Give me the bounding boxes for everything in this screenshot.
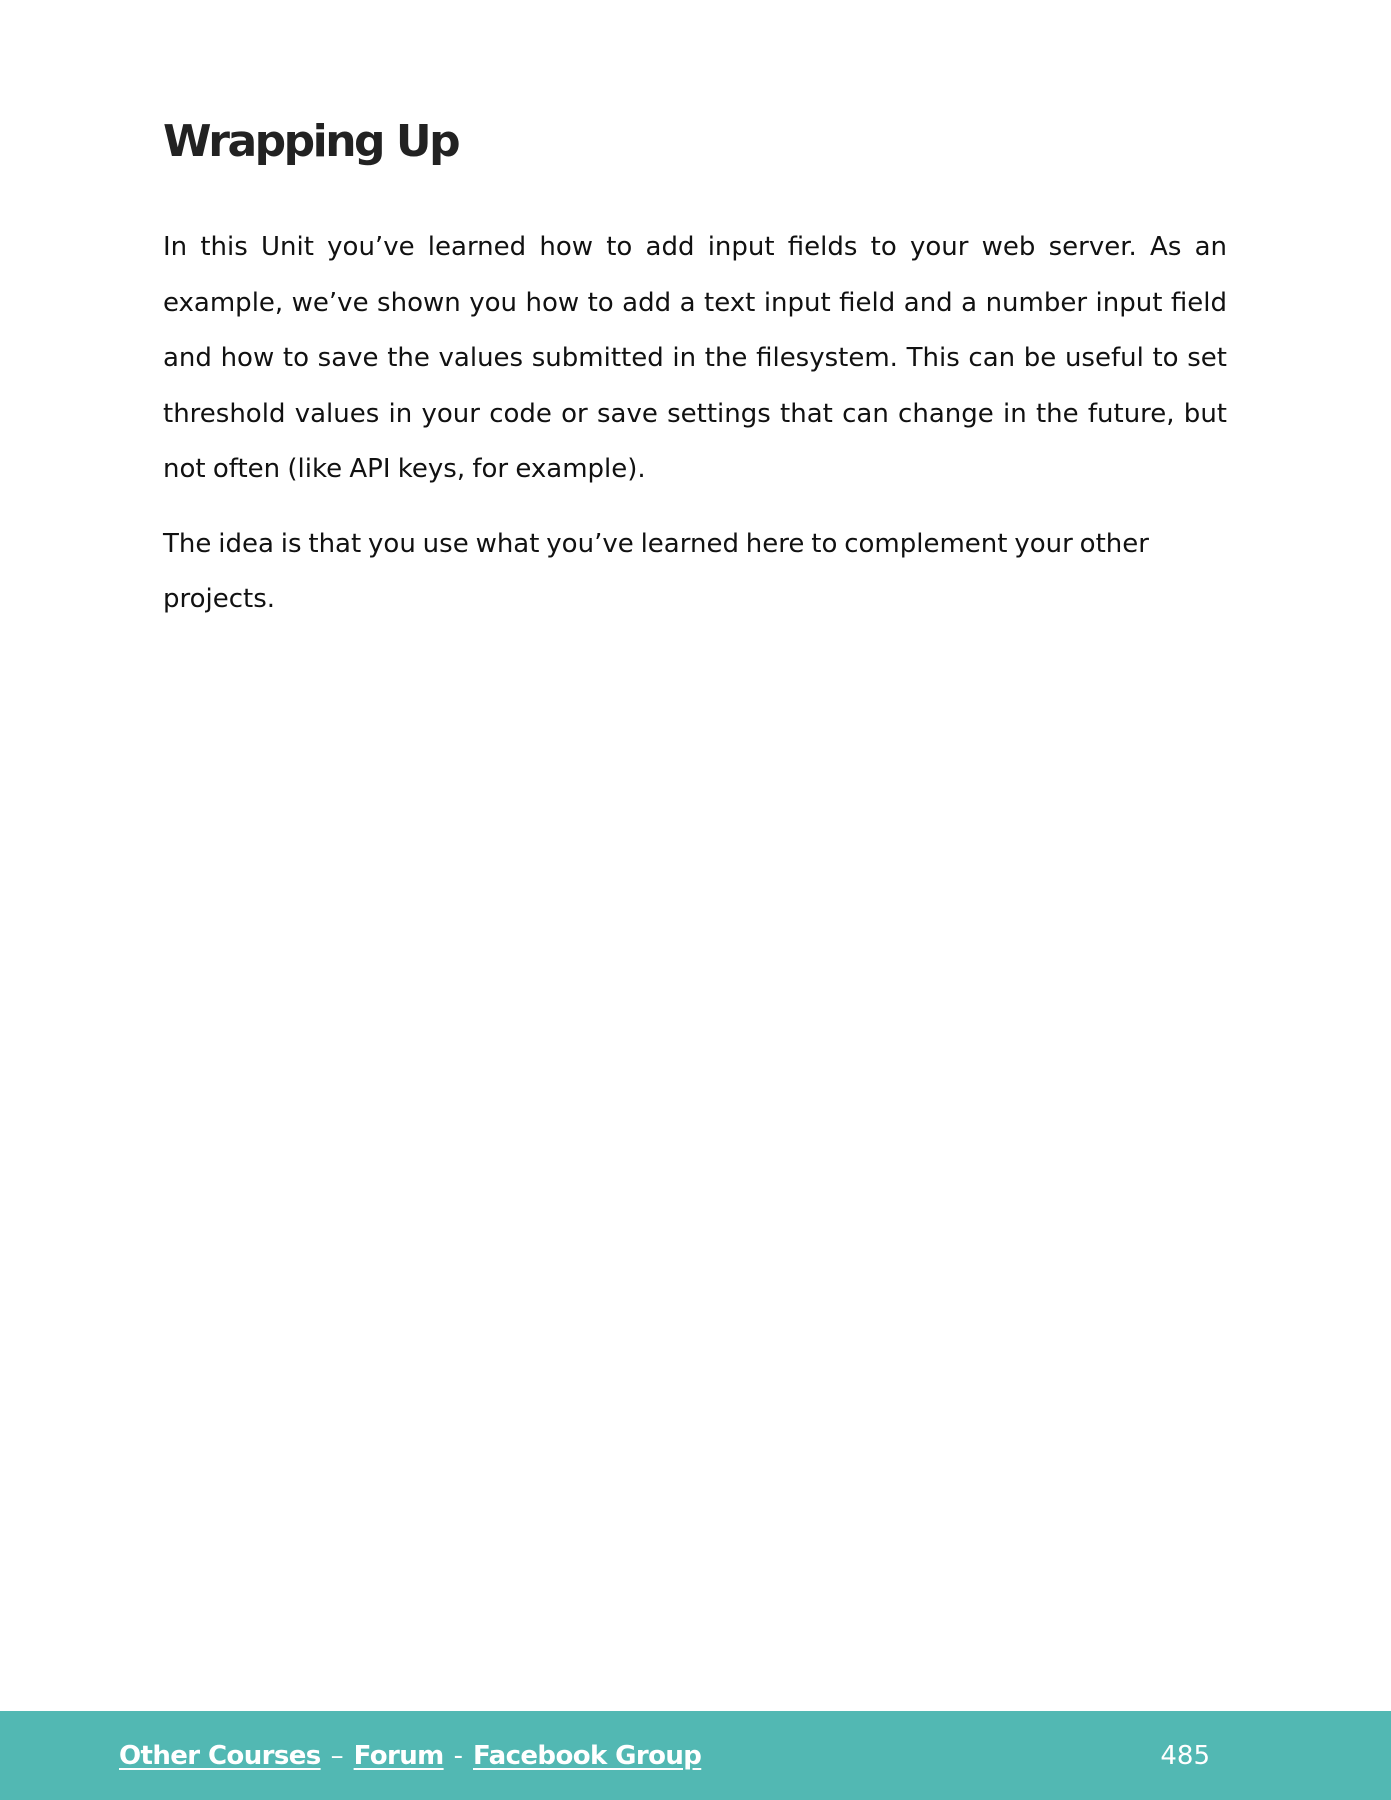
- footer-separator-dash: –: [330, 1740, 344, 1771]
- body-paragraph-2: The idea is that you use what you’ve learned here to complement your other projects.: [163, 528, 1149, 614]
- page-title: Wrapping Up: [163, 116, 459, 167]
- footer-links: [119, 1711, 701, 1800]
- other-courses-link[interactable]: Other Courses: [119, 1740, 321, 1771]
- page-number: 485: [1160, 1740, 1210, 1771]
- body-paragraph-1: In this Unit you’ve learned how to add input fields to your web server. As an example, we’ve shown you how to add a text input field and a number input field and how to save the values submitted in the filesystem. This can be useful to set threshold values in your code or save settings that can change in the future, but not often (like API keys, for example).: [163, 232, 1227, 484]
- footer-separator-hyphen: -: [453, 1740, 463, 1771]
- page-footer: [0, 1711, 1391, 1800]
- forum-link[interactable]: Forum: [353, 1740, 444, 1771]
- facebook-group-link[interactable]: Facebook Group: [473, 1740, 702, 1771]
- page-content: [163, 110, 1227, 628]
